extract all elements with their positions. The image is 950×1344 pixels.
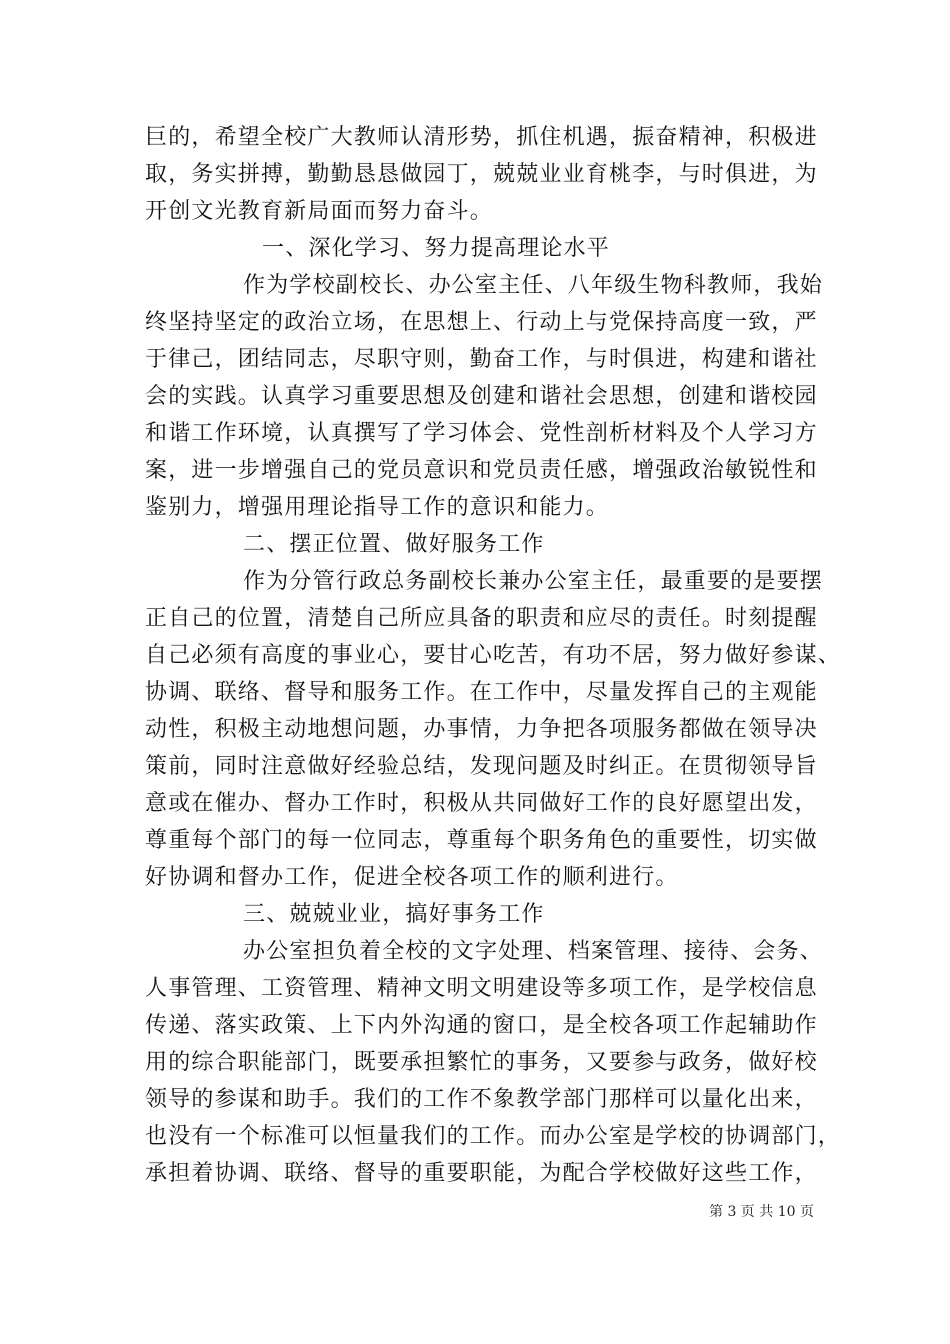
body-line: 好协调和督办工作，促进全校各项工作的顺利进行。 bbox=[145, 865, 679, 890]
body-line: 用的综合职能部门，既要承担繁忙的事务，又要参与政务，做好校 bbox=[145, 1050, 818, 1075]
body-line: 鉴别力，增强用理论指导工作的意识和能力。 bbox=[145, 495, 610, 520]
body-line: 开创文光教育新局面而努力奋斗。 bbox=[145, 199, 494, 224]
page-number-footer: 第 3 页 共 10 页 bbox=[709, 1204, 814, 1220]
body-line: 动性，积极主动地想问题，办事情，力争把各项服务都做在领导决 bbox=[145, 717, 818, 742]
body-line: 协调、联络、督导和服务工作。在工作中，尽量发挥自己的主观能 bbox=[145, 680, 818, 705]
body-line: 案，进一步增强自己的党员意识和党员责任感，增强政治敏锐性和 bbox=[145, 458, 818, 483]
paragraph-start: 作为学校副校长、办公室主任、八年级生物科教师，我始 bbox=[243, 273, 824, 298]
body-line: 策前，同时注意做好经验总结，发现问题及时纠正。在贯彻领导旨 bbox=[145, 754, 818, 779]
body-line: 意或在催办、督办工作时，积极从共同做好工作的良好愿望出发， bbox=[145, 791, 818, 816]
body-line: 承担着协调、联络、督导的重要职能，为配合学校做好这些工作， bbox=[145, 1161, 818, 1186]
body-line: 和谐工作环境，认真撰写了学习体会、党性剖析材料及个人学习方 bbox=[145, 421, 818, 446]
body-line: 于律己，团结同志，尽职守则，勤奋工作，与时俱进，构建和谐社 bbox=[145, 347, 818, 372]
body-line: 会的实践。认真学习重要思想及创建和谐社会思想，创建和谐校园 bbox=[145, 384, 818, 409]
body-line: 自己必须有高度的事业心，要甘心吃苦，有功不居，努力做好参谋、 bbox=[145, 643, 842, 668]
body-line: 巨的，希望全校广大教师认清形势，抓住机遇，振奋精神，积极进 bbox=[145, 125, 818, 150]
body-line: 也没有一个标准可以恒量我们的工作。而办公室是学校的协调部门， bbox=[145, 1124, 842, 1149]
body-line: 领导的参谋和助手。我们的工作不象教学部门那样可以量化出来， bbox=[145, 1087, 818, 1112]
body-line: 终坚持坚定的政治立场，在思想上、行动上与党保持高度一致，严 bbox=[145, 310, 818, 335]
body-line: 正自己的位置，清楚自己所应具备的职责和应尽的责任。时刻提醒 bbox=[145, 606, 818, 631]
body-line: 传递、落实政策、上下内外沟通的窗口，是全校各项工作起辅助作 bbox=[145, 1013, 818, 1038]
paragraph-start: 办公室担负着全校的文字处理、档案管理、接待、会务、 bbox=[243, 939, 824, 964]
section-heading-3: 三、兢兢业业，搞好事务工作 bbox=[243, 902, 545, 927]
section-heading-2: 二、摆正位置、做好服务工作 bbox=[243, 532, 545, 557]
body-line: 取，务实拼搏，勤勤恳恳做园丁，兢兢业业育桃李，与时俱进，为 bbox=[145, 162, 818, 187]
body-line: 人事管理、工资管理、精神文明文明建设等多项工作，是学校信息 bbox=[145, 976, 818, 1001]
paragraph-start: 作为分管行政总务副校长兼办公室主任，最重要的是要摆 bbox=[243, 569, 824, 594]
body-line: 尊重每个部门的每一位同志，尊重每个职务角色的重要性，切实做 bbox=[145, 828, 818, 853]
section-heading-1: 一、深化学习、努力提高理论水平 bbox=[262, 236, 611, 261]
